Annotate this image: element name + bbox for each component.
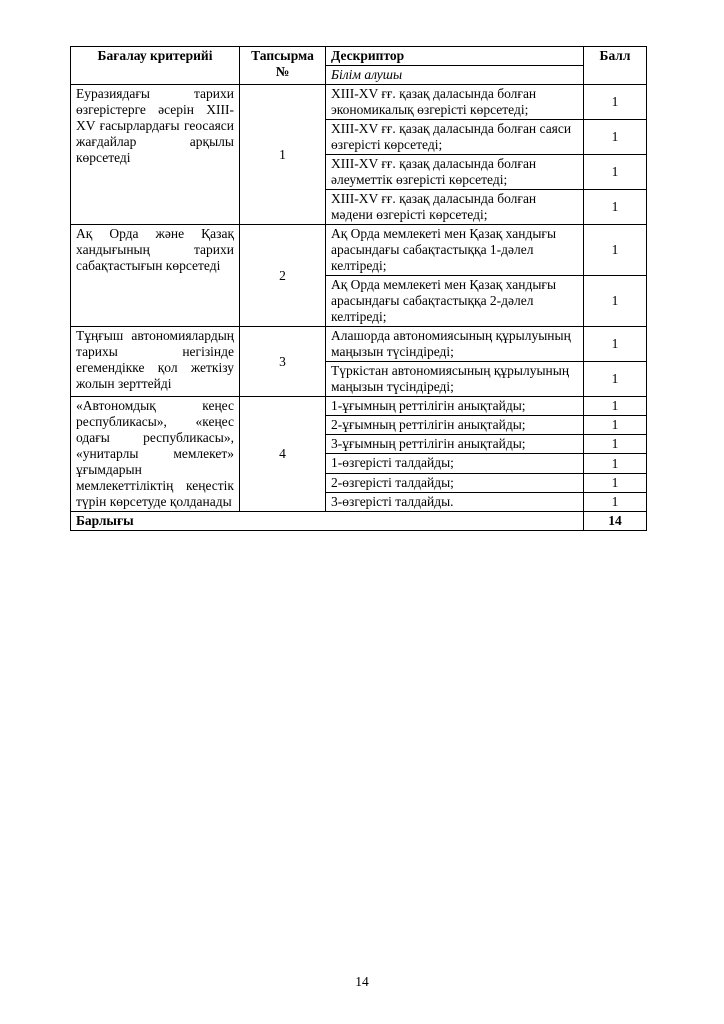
header-row <box>71 47 647 66</box>
total-value: 14 <box>584 512 647 531</box>
descriptor-cell: 3-өзгерісті талдайды. <box>326 492 584 511</box>
header-learner: Білім алушы <box>326 66 584 85</box>
header-task: Тапсырма № <box>240 47 326 85</box>
score-cell: 1 <box>584 276 647 327</box>
header-descriptor: Дескриптор <box>326 47 584 66</box>
descriptor-cell: 1-ұғымның реттілігін анықтайды; <box>326 397 584 416</box>
descriptor-cell: Түркістан автономиясының құрылуының маңызын түсіндіреді; <box>326 362 584 397</box>
descriptor-cell: 1-өзгерісті талдайды; <box>326 454 584 473</box>
score-cell: 1 <box>584 416 647 435</box>
score-cell: 1 <box>584 155 647 190</box>
score-cell: 1 <box>584 225 647 276</box>
descriptor-cell: 2-өзгерісті талдайды; <box>326 473 584 492</box>
score-cell: 1 <box>584 473 647 492</box>
criterion-cell: «Автономдық кеңес республикасы», «кеңес одағы республикасы», «унитарлы мемлекет» ұғымдарын мемлекеттіліктің кеңестік түрін көрсетуде қолданады <box>71 397 240 512</box>
total-row <box>71 512 647 531</box>
descriptor-cell: XIII-XV ғғ. қазақ даласында болған экономикалық өзгерісті көрсетеді; <box>326 85 584 120</box>
descriptor-cell: Ақ Орда мемлекеті мен Қазақ хандығы арасындағы сабақтастыққа 1-дәлел келтіреді; <box>326 225 584 276</box>
score-cell: 1 <box>584 190 647 225</box>
task-number-cell: 3 <box>240 327 326 397</box>
criterion-cell: Ақ Орда және Қазақ хандығының тарихи сабақтастығын көрсетеді <box>71 225 240 327</box>
descriptor-cell: Ақ Орда мемлекеті мен Қазақ хандығы арасындағы сабақтастыққа 2-дәлел келтіреді; <box>326 276 584 327</box>
descriptor-cell: XIII-XV ғғ. қазақ даласында болған саяси өзгерісті көрсетеді; <box>326 120 584 155</box>
score-cell: 1 <box>584 397 647 416</box>
table-row <box>71 85 647 120</box>
criterion-cell: Еуразиядағы тарихи өзгерістерге әсерін XIII-XV ғасырлардағы геосаяси жағдайлар арқылы көрсетеді <box>71 85 240 225</box>
descriptor-cell: XIII-XV ғғ. қазақ даласында болған әлеуметтік өзгерісті көрсетеді; <box>326 155 584 190</box>
score-cell: 1 <box>584 120 647 155</box>
task-number-cell: 4 <box>240 397 326 512</box>
descriptor-cell: 2-ұғымның реттілігін анықтайды; <box>326 416 584 435</box>
page-number: 14 <box>355 974 369 989</box>
task-number-cell: 1 <box>240 85 326 225</box>
header-score: Балл <box>584 47 647 85</box>
descriptor-cell: Алашорда автономиясының құрылуының маңызын түсіндіреді; <box>326 327 584 362</box>
table-row <box>71 225 647 276</box>
score-cell: 1 <box>584 492 647 511</box>
score-cell: 1 <box>584 435 647 454</box>
task-number-cell: 2 <box>240 225 326 327</box>
score-cell: 1 <box>584 327 647 362</box>
criterion-cell: Тұңғыш автономиялардың тарихы негізінде егемендікке қол жеткізу жолын зерттейді <box>71 327 240 397</box>
header-criteria: Бағалау критерийі <box>71 47 240 85</box>
score-cell: 1 <box>584 362 647 397</box>
assessment-rubric-table <box>70 46 647 531</box>
total-label: Барлығы <box>71 512 584 531</box>
table-row <box>71 397 647 416</box>
descriptor-cell: XIII-XV ғғ. қазақ даласында болған мәдени өзгерісті көрсетеді; <box>326 190 584 225</box>
table-row <box>71 327 647 362</box>
descriptor-cell: 3-ұғымның реттілігін анықтайды; <box>326 435 584 454</box>
score-cell: 1 <box>584 85 647 120</box>
score-cell: 1 <box>584 454 647 473</box>
